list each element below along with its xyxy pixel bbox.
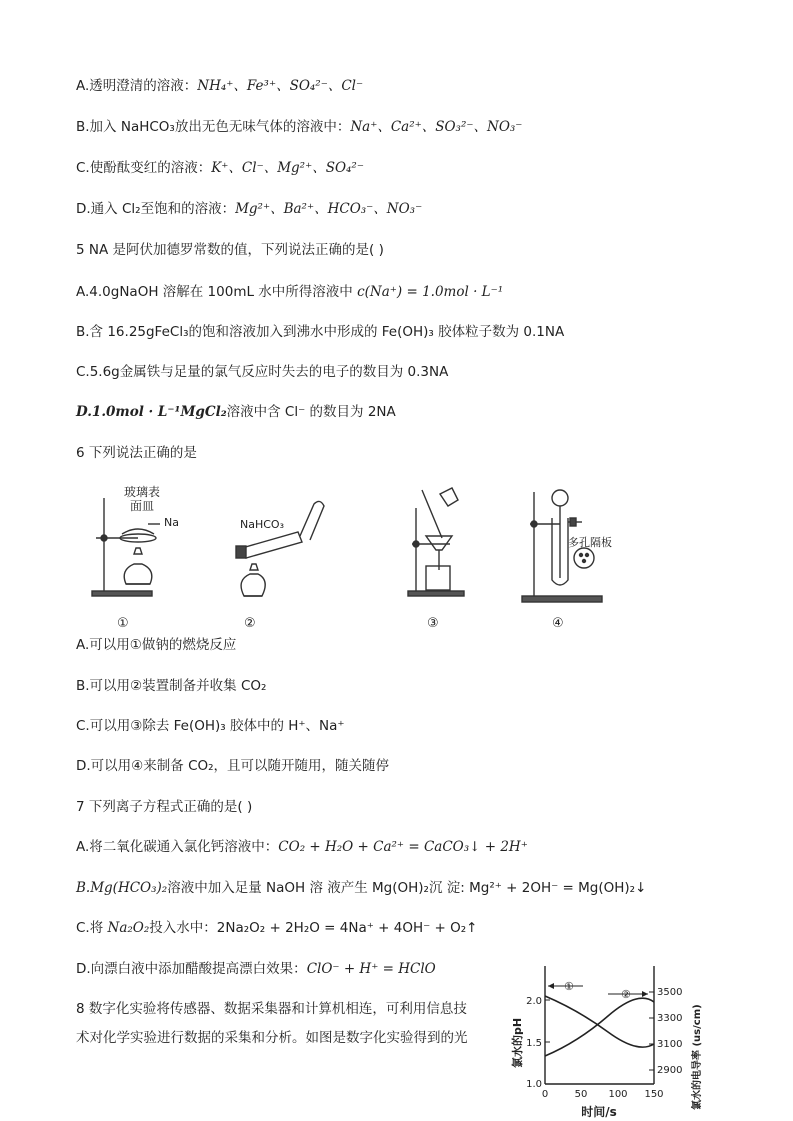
q5-stem: 5 NA 是阿伏加德罗常数的值，下列说法正确的是( ) [76,242,384,258]
q6-stem: 6 下列说法正确的是 [76,445,197,461]
right-tick-3500: 3500 [657,987,683,998]
q7-option-c: C.将 Na₂O₂投入水中：2Na₂O₂ + 2H₂O = 4Na⁺ + 4OH⁻ + O₂↑ [76,920,478,936]
label-na: Na [164,516,179,529]
q6-option-b: B.可以用②装置制备并收集 CO₂ [76,678,267,694]
label-glass-dish: 玻璃表 [124,485,161,499]
label-glass-dish-2: 面皿 [130,499,155,513]
q7-option-d: D.向漂白液中添加醋酸提高漂白效果：ClO⁻ + H⁺ = HClO [76,961,436,977]
label-nahco3: NaHCO₃ [240,518,284,531]
left-tick-2-0: 2.0 [526,996,542,1007]
q7-option-b: B.Mg(HCO₃)₂溶液中加入足量 NaOH 溶 液产生 Mg(OH)₂沉 淀: Mg²⁺ + 2OH⁻ = Mg(OH)₂↓ [76,880,647,896]
right-tick-3300: 3300 [657,1013,683,1024]
q6-option-d: D.可以用④来制备 CO₂，且可以随开随用，随关随停 [76,758,390,774]
q6-option-c: C.可以用③除去 Fe(OH)₃ 胶体中的 H⁺、Na⁺ [76,718,345,734]
q5-option-a: A.4.0gNaOH 溶解在 100mL 水中所得溶液中 c(Na⁺) = 1.0mol · L⁻¹ [76,284,504,300]
apparatus-2 [236,501,324,596]
left-axis-label: 氯水的pH [511,1017,524,1068]
q7-option-a: A.将二氧化碳通入氯化钙溶液中：CO₂ + H₂O + Ca²⁺ = CaCO₃↓ + 2H⁺ [76,839,528,855]
curve-label-2: ② [621,988,631,1001]
q4-option-c: C.使酚酞变红的溶液：K⁺、Cl⁻、Mg²⁺、SO₄²⁻ [76,160,364,176]
right-tick-3100: 3100 [657,1039,683,1050]
q4-option-b: B.加入 NaHCO₃放出无色无味气体的溶液中：Na⁺、Ca²⁺、SO₃²⁻、NO₃⁻ [76,119,523,135]
x-tick-150: 150 [644,1089,664,1100]
caption-4: ④ [552,616,564,631]
q8-stem-line2: 术对化学实验进行数据的采集和分析。如图是数字化实验得到的光 [76,1030,468,1046]
right-tick-2900: 2900 [657,1065,683,1076]
x-tick-100: 100 [608,1089,628,1100]
q5-option-b: B.含 16.25gFeCl₃的饱和溶液加入到沸水中形成的 Fe(OH)₃ 胶体粒子数为 0.1NA [76,324,565,340]
curve-label-1: ① [564,980,574,993]
caption-3: ③ [427,616,439,631]
q7-stem: 7 下列离子方程式正确的是( ) [76,799,253,815]
q4-option-a: A.透明澄清的溶液：NH₄⁺、Fe³⁺、SO₄²⁻、Cl⁻ [76,78,364,94]
x-tick-0: 0 [541,1089,549,1100]
x-axis-label: 时间/s [581,1105,617,1119]
label-porous-plate: 多孔隔板 [568,536,612,549]
q4-option-d: D.通入 Cl₂至饱和的溶液：Mg²⁺、Ba²⁺、HCO₃⁻、NO₃⁻ [76,201,423,217]
q8-stem-line1: 8 数字化实验将传感器、数据采集器和计算机相连，可利用信息技 [76,1001,467,1017]
x-tick-50: 50 [574,1089,588,1100]
q6-option-a: A.可以用①做钠的燃烧反应 [76,637,237,653]
q5-option-d: D.1.0mol · L⁻¹MgCl₂溶液中含 Cl⁻ 的数目为 2NA [76,404,396,420]
q5-option-c: C.5.6g金属铁与足量的氯气反应时失去的电子的数目为 0.3NA [76,364,449,380]
right-axis-label: 氯水的电导率 (us/cm) [692,1004,703,1110]
apparatus-3 [408,488,464,596]
caption-1: ① [117,616,129,631]
ph-curve [545,996,654,1047]
left-tick-1-0: 1.0 [526,1079,542,1090]
left-tick-1-5: 1.5 [526,1038,542,1049]
chlorine-water-graph [508,958,708,1121]
apparatus-figure [90,478,620,634]
caption-2: ② [244,616,256,631]
